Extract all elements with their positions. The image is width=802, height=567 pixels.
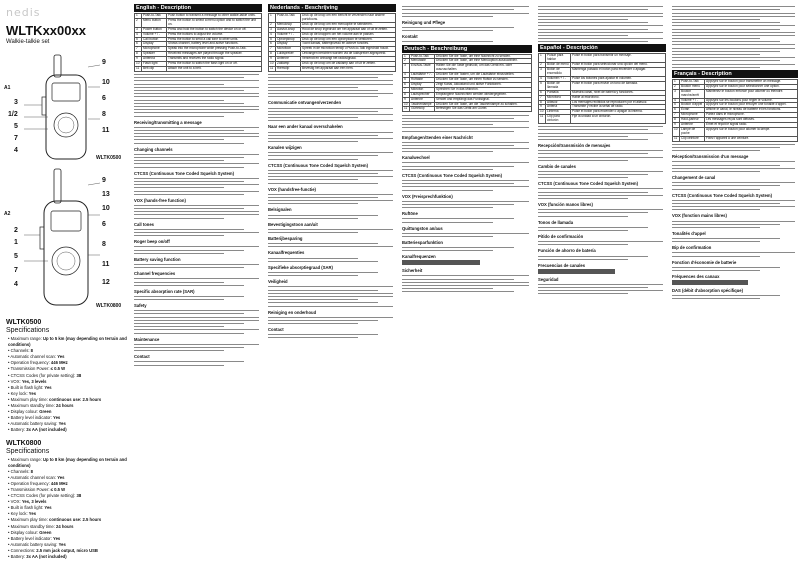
section-heading: CTCSS (Continuous Tone Coded Squelch System) (538, 181, 638, 187)
section-heading: CTCSS (Continuous Tone Coded Squelch System) (402, 172, 502, 178)
table-row: 5 Ruftaste Drücken Sie die Taste, um einen Rufton zu senden. (403, 78, 532, 83)
spec-item: • Automatic channel scan: Yes (8, 354, 128, 360)
callout-3: 3 (14, 99, 18, 106)
section-heading: Fréquences des canaux (672, 274, 720, 280)
text-lines (538, 227, 666, 231)
text-lines (672, 238, 798, 242)
table-row: 8 Luidspreker Ontvangen berichten worden via de luidspreker afgespeeld. (269, 52, 396, 57)
section-heading: Recepción/transmisión de mensajes (538, 142, 611, 148)
spanish-title: Español - Descripción (538, 44, 666, 52)
walkie-talkie-drawing-2 (4, 165, 128, 313)
spec-item: • Channels: 8 (8, 348, 128, 354)
spec-item: • Channels: 8 (8, 469, 128, 475)
table-row: 11 Clip ceinture Fixez l'appareil à une ceinture. (673, 136, 798, 141)
section-heading: Cambio de canales (538, 163, 576, 169)
table-row: 8 Speaker Received messages are played through the speaker. (135, 52, 262, 57)
french-description-table (672, 79, 798, 142)
section-heading: VOX (fonction mains libres) (672, 213, 727, 219)
table-row: 5 Bouton d'appel Appuyez sur le bouton pour envoyer une tonalité d'appel. (673, 103, 798, 108)
text-lines (268, 243, 396, 247)
callout-6: 6 (102, 221, 106, 228)
walkie-talkie-figure-1 (4, 49, 128, 165)
text-lines (134, 344, 262, 351)
cover-column (4, 4, 128, 563)
text-lines (538, 241, 666, 245)
section-heading: Bip de confirmation (672, 245, 712, 251)
table-row: 4 Volume + / - Press the buttons to adjust the volume. (135, 32, 262, 37)
section-heading: Tonalités d'appel (672, 230, 706, 236)
section-heading: VOX (hands-free function) (134, 197, 186, 203)
text-lines (672, 182, 798, 189)
table-row: 8 Haut-parleur Les messages reçus sont diffusés. (673, 118, 798, 123)
text-lines (402, 162, 532, 169)
spanish-description-table (538, 53, 666, 124)
section-heading: Kanalen wijzigen (268, 145, 302, 151)
spec-item: • Battery level indicator: Yes (8, 536, 128, 542)
spec-item: • Transmission Power: ≤ 0.5 W (8, 366, 128, 372)
text-lines (134, 154, 262, 168)
table-row: 9 Antenne Émet et reçoit le signal radio. (673, 123, 798, 128)
text-lines (134, 74, 262, 116)
table-row: 8 Altavoz Los mensajes recibidos se reproducen por el altavoz. (539, 100, 666, 105)
text-lines (134, 229, 262, 236)
figure-side-label-a2: A2 (4, 211, 11, 217)
text-lines (672, 6, 798, 68)
table-row: 7 Microphone Speak into the microphone while pressing Push-to-Talk. (135, 47, 262, 52)
frequency-table (672, 280, 748, 285)
walkie-talkie-drawing-1 (4, 49, 128, 165)
frequency-table (538, 269, 615, 274)
table-row: 9 Antenne Sendet und empfängt das Funksignal. (403, 97, 532, 102)
spec-item: • Automatic channel scan: Yes (8, 475, 128, 481)
spec-item: • Display colour: Green (8, 530, 128, 536)
table-row: 10 Taschenlampe Drücken Sie die Taste, um die Taschenlampe zu schalten. (403, 102, 532, 107)
section-heading: Tonos de llamada (538, 219, 574, 225)
table-row: 4 Volume + / - Druk op de knoppen om het volume aan te passen. (269, 32, 396, 37)
english-description-table (134, 13, 262, 72)
section-heading: Channel frequencies (134, 271, 176, 277)
text-lines (134, 296, 262, 300)
section-heading: CTCSS (Continuous Tone Coded Squelch System) (134, 170, 234, 176)
section-heading: Seguridad (538, 276, 559, 282)
text-lines (268, 74, 396, 97)
spec-item: • VOX: Yes, 3 levels (8, 379, 128, 385)
section-heading: Changement de canal (672, 175, 716, 181)
table-row: 11 Gürtelclip Befestigen Sie das Gerät am Gürtel. (403, 107, 532, 112)
callout-8: 8 (102, 241, 106, 248)
callout-8: 8 (102, 111, 106, 118)
table-row: 1 Push-to-Talk Drücken Sie die Taste, um eine Nachricht zu senden. (403, 54, 532, 59)
spec-heading: Specifications (6, 447, 50, 455)
table-row: 2 Botón de menú Pulse el botón para seleccionar una opción del menú. (539, 63, 666, 68)
text-lines (402, 41, 532, 42)
section-heading: Specific absorption rate (SAR) (134, 288, 195, 294)
text-lines (268, 272, 396, 276)
table-row: 6 Display Toont kanaal, batterijniveau en actieve functies. (269, 42, 396, 47)
spec-item: • Maximum play time: continuous use: 2.5 hours (8, 397, 128, 403)
section-heading: Contact (134, 354, 150, 360)
spec-item: • Connections: 2.5 mm jack output, micro USB (8, 548, 128, 554)
table-row: 6 Display Zeigt Kanal, Akkustand und aktive Funktionen. (403, 82, 532, 87)
dutch-column (268, 4, 396, 563)
section-heading: Reiniging en onderhoud (268, 309, 317, 315)
table-row: 5 Oproepknop Druk op de knop om een oproeptoon te versturen. (269, 37, 396, 42)
section-heading: Kontakt (402, 34, 418, 40)
spec-item: • Maximum range: Up to 8 km (may depending on terrain and conditions) (8, 457, 128, 469)
figure-label-wltk0800: WLTK0800 (96, 303, 122, 309)
callout-2: 2 (14, 227, 18, 234)
spanish-column (538, 4, 666, 563)
english-title: English - Description (134, 4, 262, 12)
walkie-talkie-figure-2 (4, 165, 128, 313)
text-lines (402, 115, 532, 132)
spec-item: • Battery: 3x AA (not included) (8, 427, 128, 433)
spec-item: • Automatic battery saving: Yes (8, 542, 128, 548)
text-lines (672, 144, 798, 151)
section-heading: CTCSS (Continuous Tone Coded Squelch System) (672, 192, 772, 198)
text-lines (268, 108, 396, 122)
section-heading: Pitido de confirmación (538, 233, 584, 239)
section-heading: Contact (268, 327, 284, 333)
section-heading: Batteriesparfunktion (402, 239, 443, 245)
section-heading: Réception/transmission d'un message (672, 154, 749, 160)
section-heading: VOX (Freisprechfunktion) (402, 193, 453, 199)
table-row: 11 Riemclip Bevestig het apparaat aan een riem. (269, 66, 396, 71)
text-lines (672, 295, 798, 299)
section-heading: Safety (134, 303, 147, 309)
table-row: 11 Belt clip Attach the unit to a belt. (135, 66, 262, 71)
table-row: 9 Antenne Verzendt en ontvangt het radiosignaal. (269, 57, 396, 62)
text-lines (134, 361, 262, 365)
callout-12: 12 (102, 279, 110, 286)
text-lines (402, 218, 532, 222)
text-lines (134, 178, 262, 195)
table-row: 7 Microphone Parlez dans le microphone. (673, 113, 798, 118)
frequency-table (402, 260, 480, 265)
section-heading: Veiligheid (268, 279, 288, 285)
section-heading: Sicherheit (402, 268, 423, 274)
text-lines (268, 229, 396, 233)
table-row: 4 Lautstärke + / - Drücken Sie die Tasten, um die Lautstärke einzustellen. (403, 73, 532, 78)
text-lines (134, 264, 262, 268)
callout-1-2: 1/2 (8, 111, 18, 118)
text-lines (402, 6, 532, 17)
text-lines (402, 27, 532, 31)
spec-item: • Built in flash light: Yes (8, 385, 128, 391)
text-lines (134, 205, 262, 219)
product-subtitle: Walkie-talkie set (6, 39, 50, 45)
table-row: 2 Menütaste Drücken Sie die Taste, um eine Menüoption auszuwählen. (403, 59, 532, 64)
text-lines (672, 161, 798, 172)
text-lines (672, 267, 798, 271)
spec-item: • Battery level indicator: Yes (8, 415, 128, 421)
text-lines (672, 221, 798, 228)
brand-logo: nedis (6, 6, 41, 19)
section-heading: Función de ahorro de batería (538, 248, 596, 254)
table-row: 6 Pantalla Muestra canal, nivel de batería y funciones. (539, 90, 666, 95)
spec-item: • Operation frequency: 446 MHz (8, 481, 128, 487)
table-row: 10 Flash light Press the button to switch the flash light on or off. (135, 62, 262, 67)
table-row: 1 Push-to-Talk Druk op de knop om een bericht te verzenden naar andere portofoons. (269, 14, 396, 23)
spec-item: • Maximum standby time: 24 hours (8, 403, 128, 409)
table-row: 4 Volumen + / - Pulse los botones para ajustar el volumen. (539, 76, 666, 81)
spec-item: • Display colour: Green (8, 409, 128, 415)
french-column (672, 4, 798, 563)
table-row: 7 Mikrofon Sprechen Sie in das Mikrofon. (403, 87, 532, 92)
text-lines (268, 317, 396, 324)
table-row: 10 Linterna Pulse el botón para encender o apagar la linterna. (539, 110, 666, 115)
table-row: 6 Display Shows channel, battery level and active functions. (135, 42, 262, 47)
section-heading: Ruftöne (402, 211, 418, 217)
spec-item: • Battery: 3x AA (not included) (8, 554, 128, 560)
table-row: 2 Menuknop Druk op de knop om een menuoptie te selecteren. (269, 22, 396, 27)
section-heading: CTCSS (Continuous Tone Coded Squelch System) (268, 162, 368, 168)
text-lines (402, 180, 532, 191)
section-heading: VOX (función manos libres) (538, 202, 593, 208)
table-row: 9 Antenna Transmits and receives the radio signal. (135, 57, 262, 62)
spec-model-wltk0800: WLTK0800 (6, 439, 42, 447)
section-heading: Communicatie ontvangen/verzenden (268, 100, 342, 106)
callout-4: 4 (14, 147, 18, 154)
table-row: 3 Bouton marche/arrêt Maintenez le bouton enfoncé pour allumer ou éteindre. (673, 89, 798, 98)
callout-11: 11 (102, 261, 110, 268)
table-row: 3 Power button Press and hold the button to switch the device on or off. (135, 27, 262, 32)
text-lines (672, 252, 798, 256)
text-lines (538, 171, 666, 178)
spec-item: • CTCSS Codes (for private setting): 38 (8, 373, 128, 379)
spec-item: • Maximum standby time: 24 hours (8, 524, 128, 530)
text-lines (538, 126, 666, 140)
text-lines (268, 258, 396, 262)
table-row: 5 Call button Press the button to send a call tone to other units. (135, 37, 262, 42)
callout-1: 1 (14, 239, 18, 246)
text-lines (268, 152, 396, 159)
section-heading: Specifieke absorptiegraad (SAR) (268, 264, 333, 270)
spec-item: • Built in flash light: Yes (8, 505, 128, 511)
text-lines (402, 142, 532, 153)
spec-list-wltk0500 (8, 336, 128, 434)
callout-4: 4 (14, 281, 18, 288)
table-row: 8 Lautsprecher Empfangene Nachrichten werden wiedergegeben. (403, 92, 532, 97)
section-heading: Battery saving function (134, 256, 181, 262)
callout-10: 10 (102, 205, 110, 212)
spec-item: • Key lock: Yes (8, 511, 128, 517)
section-heading: Call tones (134, 221, 155, 227)
spec-item: • CTCSS Codes (for private setting): 38 (8, 493, 128, 499)
callout-5: 5 (14, 123, 18, 130)
section-heading: Frecuencias de canales (538, 262, 586, 268)
spec-item: • Maximum play time: continuous use: 2.5 hours (8, 517, 128, 523)
section-heading: Roger beep on/off (134, 239, 170, 245)
section-heading: Naar een ander kanaal overschakelen (268, 124, 343, 130)
text-lines (538, 6, 666, 42)
text-lines (402, 201, 532, 208)
callout-9: 9 (102, 177, 106, 184)
text-lines (538, 284, 666, 295)
french-title: Français - Description (672, 70, 798, 78)
spec-item: • Maximum range: Up to 5 km (may depending on terrain and conditions) (8, 336, 128, 348)
spec-item: • Operation frequency: 446 MHz (8, 360, 128, 366)
dutch-description-table (268, 13, 396, 72)
table-row: 7 Micrófono Hable al micrófono. (539, 95, 666, 100)
figure-side-label-a1: A1 (4, 85, 11, 91)
table-row: 10 Zaklamp Druk op de knop om de zaklamp aan of uit te zetten. (269, 62, 396, 67)
section-heading: Maintenance (134, 336, 160, 342)
table-row: 1 Pulsar para hablar Pulse el botón para transmitir un mensaje. (539, 54, 666, 63)
table-row: 7 Microfoon Spreek in de microfoon terwijl u Push-to-Talk ingedrukt houdt. (269, 47, 396, 52)
text-lines (134, 278, 262, 285)
text-lines (268, 334, 396, 338)
text-lines (268, 132, 396, 143)
text-lines (538, 256, 666, 260)
section-heading: Bevestigingstoon aan/uit (268, 221, 318, 227)
callout-6: 6 (102, 95, 106, 102)
spec-item: • Automatic battery saving: Yes (8, 421, 128, 427)
section-heading: Receiving/transmitting a message (134, 119, 202, 125)
callout-7: 7 (14, 135, 18, 142)
german-column (402, 4, 532, 563)
table-row: 3 Ein/Aus-Taste Halten Sie die Taste gedrückt, um das Gerät ein- oder auszuschalten. (403, 64, 532, 73)
text-lines (538, 150, 666, 161)
spec-heading: Specifications (6, 327, 50, 334)
section-heading: Kanalwechsel (402, 155, 430, 161)
table-row: 9 Antena Transmite y recibe la señal de radio. (539, 105, 666, 110)
table-row: 11 Clip para cinturón Fije la unidad a un cinturón. (539, 115, 666, 124)
callout-7: 7 (14, 267, 18, 274)
table-row: 3 Aan/uit-knop Houd de knop ingedrukt om het apparaat aan of uit te zetten. (269, 27, 396, 32)
table-row: 1 Push-to-Talk Appuyez sur le bouton pour transmettre un message. (673, 79, 798, 84)
table-row: 2 Menu button Press the button to select a menu option and to switch the unit on. (135, 18, 262, 27)
section-heading: Belsignalen (268, 207, 292, 213)
table-row: 4 Volume + / - Appuyez sur les boutons pour régler le volume. (673, 98, 798, 103)
model-title: WLTKxx00xx (6, 23, 86, 38)
section-heading: Empfangen/Senden einer Nachricht (402, 134, 473, 140)
english-column (134, 4, 262, 563)
table-row: 6 Écran Affiche le canal, le niveau de batterie et les fonctions. (673, 108, 798, 113)
table-row: 3 Botón de encendido Mantenga pulsado el botón para encender o apagar. (539, 68, 666, 77)
section-heading: Quittungston an/aus (402, 225, 443, 231)
section-heading: Kanaalfrequenties (268, 250, 305, 256)
callout-5: 5 (14, 253, 18, 260)
table-row: 10 Lampe de poche Appuyez sur le bouton pour allumer la lampe. (673, 128, 798, 137)
text-lines (268, 194, 396, 205)
text-lines (268, 170, 396, 184)
callout-9: 9 (102, 59, 106, 66)
text-lines (134, 127, 262, 144)
section-heading: Fonction d'économie de batterie (672, 259, 737, 265)
spec-list-wltk0800 (8, 457, 128, 561)
text-lines (538, 209, 666, 216)
section-heading: Changing channels (134, 146, 173, 152)
section-heading: DAS (débit d'absorption spécifique) (672, 288, 744, 294)
text-lines (268, 286, 396, 306)
dutch-title: Nederlands - Beschrijving (268, 4, 396, 12)
table-row: 5 Botón de llamada Pulse el botón para enviar un tono de llamada. (539, 81, 666, 90)
spec-item: • Key lock: Yes (8, 391, 128, 397)
text-lines (402, 233, 532, 237)
spec-item: • VOX: Yes, 3 levels (8, 499, 128, 505)
section-heading: Kanalfrequenzen (402, 254, 436, 260)
text-lines (134, 246, 262, 253)
spec-model-wltk0500: WLTK0500 (6, 319, 42, 326)
text-lines (402, 275, 532, 292)
text-lines (402, 247, 532, 251)
german-title: Deutsch - Beschreibung (402, 45, 532, 53)
section-heading: VOX (handsfree-functie) (268, 186, 316, 192)
text-lines (538, 188, 666, 199)
german-description-table (402, 54, 532, 113)
callout-10: 10 (102, 79, 110, 86)
section-heading: Batterijbesparing (268, 236, 303, 242)
text-lines (134, 310, 262, 333)
table-row: 1 Push-to-Talk Push button to transmit a message to other walkie-talkie units. (135, 14, 262, 19)
section-heading: Reinigung und Pflege (402, 19, 446, 25)
callout-11: 11 (102, 127, 110, 134)
callout-13: 13 (102, 191, 110, 198)
spec-item: • Transmission Power: ≤ 0.5 W (8, 487, 128, 493)
text-lines (268, 215, 396, 219)
figure-label-wltk0500: WLTK0500 (96, 155, 122, 161)
text-lines (672, 200, 798, 211)
table-row: 2 Bouton menu Appuyez sur le bouton pour sélectionner une option. (673, 84, 798, 89)
